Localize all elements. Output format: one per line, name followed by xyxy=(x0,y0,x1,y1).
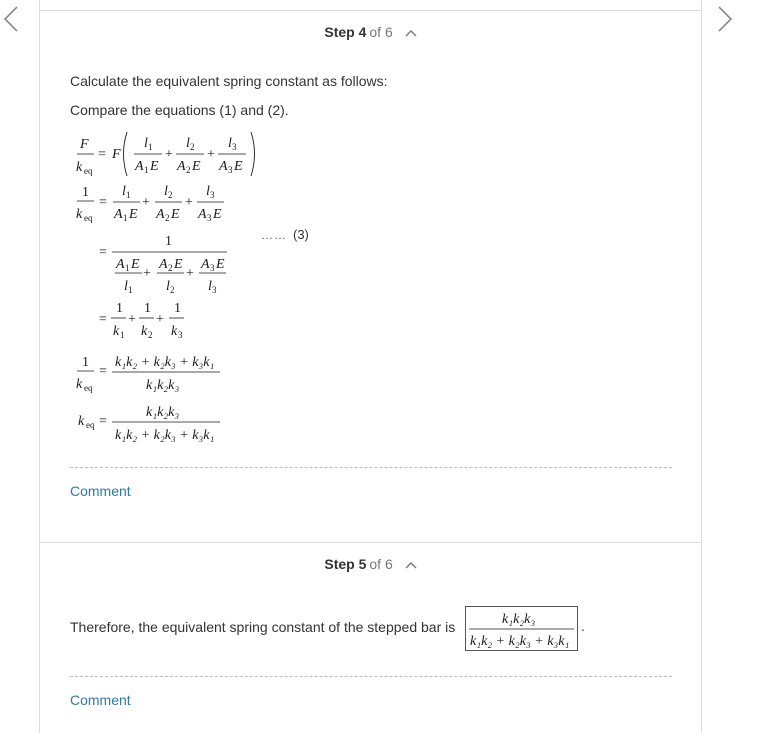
svg-text:l: l xyxy=(122,184,126,199)
svg-text:3: 3 xyxy=(210,263,215,273)
step4-title: Step 4 xyxy=(324,24,367,40)
svg-text:A: A xyxy=(201,257,210,272)
answer-period: . xyxy=(581,618,585,634)
step4-intro-text: Calculate the equivalent spring constant as follows: xyxy=(70,73,388,89)
svg-text:2: 2 xyxy=(186,165,191,175)
svg-text:k: k xyxy=(141,324,148,339)
svg-text:E: E xyxy=(129,207,138,222)
equation-line-1 xyxy=(76,132,255,176)
svg-text:A: A xyxy=(156,207,165,222)
svg-text:k: k xyxy=(76,207,83,222)
svg-text:k: k xyxy=(78,414,85,429)
svg-text:1: 1 xyxy=(126,190,131,200)
svg-text:E: E xyxy=(174,257,183,272)
step4-compare-text: Compare the equations (1) and (2). xyxy=(70,102,289,118)
svg-text:1: 1 xyxy=(144,165,149,175)
svg-text:+: + xyxy=(128,312,136,327)
svg-text:3: 3 xyxy=(228,165,233,175)
svg-text:l: l xyxy=(208,279,212,294)
svg-text:2: 2 xyxy=(148,330,153,340)
previous-step-arrow[interactable] xyxy=(0,4,24,34)
step4-count: of 6 xyxy=(369,24,393,40)
svg-text:2: 2 xyxy=(168,263,173,273)
svg-text:l: l xyxy=(124,279,128,294)
svg-text:=: = xyxy=(98,147,106,162)
svg-text:1: 1 xyxy=(174,301,181,316)
svg-text:eq: eq xyxy=(84,213,93,223)
svg-text:1: 1 xyxy=(128,285,133,295)
svg-text:3: 3 xyxy=(178,330,183,340)
step5-conclusion-text: Therefore, the equivalent spring constant of the stepped bar is xyxy=(70,619,456,635)
svg-text:l: l xyxy=(144,136,148,151)
svg-text:+: + xyxy=(185,195,193,210)
svg-text:1: 1 xyxy=(165,234,172,249)
svg-text:k₁k₂k₃: k₁k₂k₃ xyxy=(146,378,180,393)
svg-text:k: k xyxy=(113,324,120,339)
step4-equations xyxy=(40,0,703,460)
step4-comment-link[interactable]: Comment xyxy=(70,483,131,499)
equation-line-3 xyxy=(99,227,309,295)
chevron-right-icon xyxy=(712,4,736,34)
svg-text:eq: eq xyxy=(86,420,95,430)
svg-text:=: = xyxy=(99,414,107,429)
svg-text:1: 1 xyxy=(120,330,125,340)
svg-text:k: k xyxy=(171,324,178,339)
svg-text:k₁k₂k₃: k₁k₂k₃ xyxy=(146,405,180,420)
svg-text:=: = xyxy=(99,364,107,379)
svg-text:E: E xyxy=(234,159,243,174)
svg-text:1: 1 xyxy=(125,263,130,273)
svg-text:A: A xyxy=(219,159,228,174)
svg-text:E: E xyxy=(216,257,225,272)
svg-text:l: l xyxy=(228,136,232,151)
final-answer-box xyxy=(465,606,578,651)
svg-text:k₁k₂ + k₂k₃ + k₃k₁: k₁k₂ + k₂k₃ + k₃k₁ xyxy=(115,355,215,370)
svg-text:E: E xyxy=(213,207,222,222)
svg-text:k: k xyxy=(76,160,83,175)
svg-text:3: 3 xyxy=(212,285,217,295)
step5-title: Step 5 xyxy=(324,556,367,572)
final-answer-formula xyxy=(466,607,577,650)
svg-text:2: 2 xyxy=(165,213,170,223)
solution-panel xyxy=(39,0,702,733)
caret-up-icon[interactable] xyxy=(405,556,417,572)
svg-text:+: + xyxy=(142,195,150,210)
svg-text:l: l xyxy=(206,184,210,199)
svg-text:l: l xyxy=(186,136,190,151)
svg-text:F: F xyxy=(80,137,89,152)
svg-text:l: l xyxy=(166,279,170,294)
svg-text:k₁k₂ + k₂k₃ + k₃k₁: k₁k₂ + k₂k₃ + k₃k₁ xyxy=(115,428,215,443)
svg-text:k: k xyxy=(76,377,83,392)
chevron-left-icon xyxy=(0,4,24,34)
equation-line-5 xyxy=(76,355,220,393)
svg-text:3: 3 xyxy=(232,142,237,152)
svg-text:3: 3 xyxy=(207,213,212,223)
step5-header[interactable] xyxy=(40,556,701,572)
svg-text:E: E xyxy=(150,159,159,174)
step5-count: of 6 xyxy=(369,556,393,572)
equation-line-2 xyxy=(76,184,224,223)
svg-text:=: = xyxy=(99,312,107,327)
equation-number: (3) xyxy=(293,227,309,242)
step5-comment-link[interactable]: Comment xyxy=(70,692,131,708)
svg-text:+: + xyxy=(156,312,164,327)
svg-text:k₁k₂k₃: k₁k₂k₃ xyxy=(502,612,536,627)
svg-text:l: l xyxy=(164,184,168,199)
step-divider xyxy=(40,542,701,543)
next-step-arrow[interactable] xyxy=(712,4,736,34)
svg-text:E: E xyxy=(171,207,180,222)
svg-text:1: 1 xyxy=(116,301,123,316)
svg-text:eq: eq xyxy=(84,166,93,176)
svg-text:+: + xyxy=(186,266,194,281)
step5-divider xyxy=(70,676,672,677)
svg-text:1: 1 xyxy=(82,185,89,200)
step4-divider xyxy=(70,467,672,468)
equation-line-6 xyxy=(78,405,220,443)
svg-text:+: + xyxy=(143,266,151,281)
svg-text:A: A xyxy=(159,257,168,272)
svg-text:A: A xyxy=(114,207,123,222)
svg-text:+: + xyxy=(207,147,215,162)
svg-text:A: A xyxy=(116,257,125,272)
svg-text:1: 1 xyxy=(148,142,153,152)
equation-line-4 xyxy=(99,301,184,340)
svg-text:2: 2 xyxy=(190,142,195,152)
svg-text:+: + xyxy=(165,147,173,162)
svg-text:E: E xyxy=(192,159,201,174)
svg-text:A: A xyxy=(135,159,144,174)
svg-text:A: A xyxy=(198,207,207,222)
svg-text:=: = xyxy=(99,195,107,210)
svg-text:k₁k₂ + k₂k₃ + k₃k₁: k₁k₂ + k₂k₃ + k₃k₁ xyxy=(470,634,570,649)
svg-text:=: = xyxy=(99,245,107,260)
svg-text:1: 1 xyxy=(144,301,151,316)
svg-text:2: 2 xyxy=(170,285,175,295)
svg-text:E: E xyxy=(131,257,140,272)
svg-text:A: A xyxy=(177,159,186,174)
svg-text:3: 3 xyxy=(210,190,215,200)
svg-text:eq: eq xyxy=(84,383,93,393)
svg-text:……: …… xyxy=(261,228,287,242)
svg-text:2: 2 xyxy=(168,190,173,200)
svg-text:1: 1 xyxy=(82,355,89,370)
svg-text:1: 1 xyxy=(123,213,128,223)
svg-text:F: F xyxy=(112,147,121,162)
